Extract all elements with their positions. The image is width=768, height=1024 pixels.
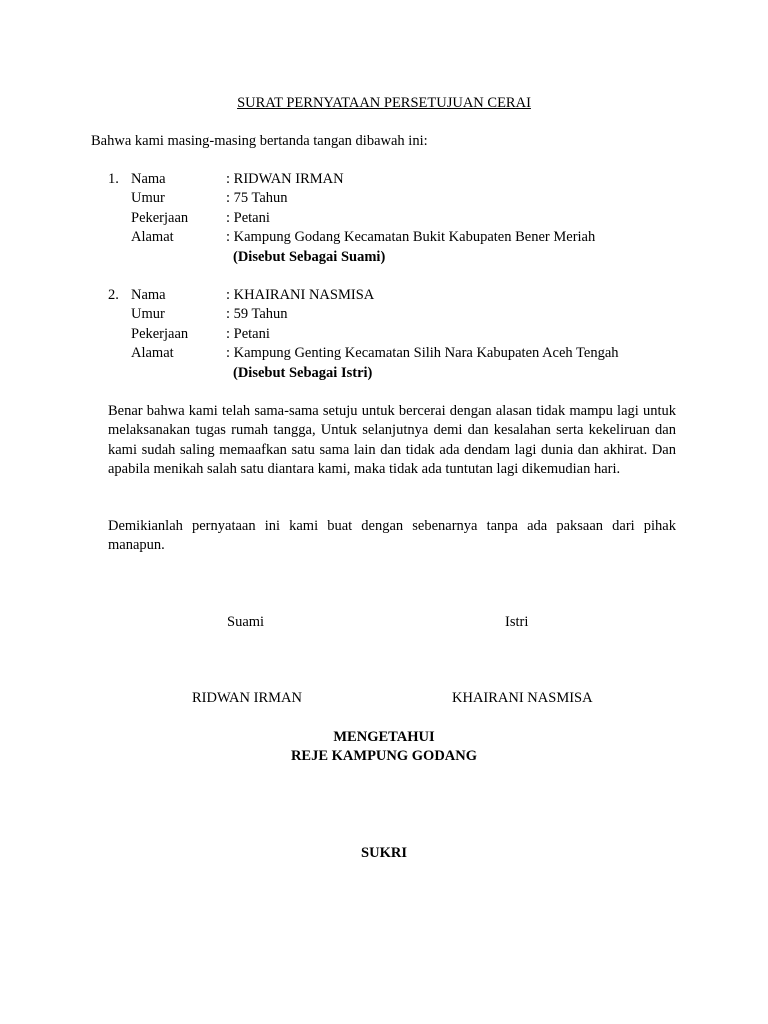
field-label: Nama [131,287,166,303]
party-1-row-umur [108,189,708,208]
witness-name: SUKRI [361,845,407,861]
signature-name-istri: KHAIRANI NASMISA [452,690,593,706]
field-value: : Petani [226,325,270,342]
field-label: Alamat [131,229,174,246]
signature-label-suami: Suami [227,614,265,630]
party-1-block [108,170,708,267]
field-value: : Kampung Godang Kecamatan Bukit Kabupaten Bener Meriah [226,229,596,246]
agreement-paragraph: Benar bahwa kami telah sama-sama setuju untuk bercerai dengan alasan tidak mampu lagi untuk melaksanakan tugas rumah tangga, Untuk selanjutnya demi dan kesalahan serta kekeliruan dan kami sudah saling memaafkan satu sama lain dan tidak ada dendam lagi dunia dan akhirat. Dan apabila menikah salah satu diantara kami, maka tidak ada tuntutan lagi dikemudian hari. [108,403,676,478]
party-1-designation: (Disebut Sebagai Suami) [233,248,386,265]
field-label: Umur [131,190,165,207]
party-2-row-alamat [108,344,708,363]
witness-office: REJE KAMPUNG GODANG [290,748,478,764]
field-value: : 75 Tahun [226,190,288,207]
field-label: Nama [131,171,166,187]
field-value: : KHAIRANI NASMISA [226,287,375,303]
party-2-number: 2. [108,287,119,303]
party-2-row-designation [108,364,708,383]
party-2-row-umur [108,305,708,324]
party-2-row-pekerjaan [108,325,708,344]
field-label: Umur [131,306,165,323]
document-title: SURAT PERNYATAAN PERSETUJUAN CERAI [237,95,531,111]
party-1-row-nama [108,170,708,189]
signature-name-suami: RIDWAN IRMAN [192,690,302,706]
signature-label-istri: Istri [505,614,529,630]
party-2-block [108,286,708,383]
intro-text: Bahwa kami masing-masing bertanda tangan dibawah ini: [91,133,428,149]
party-1-number: 1. [108,171,119,187]
closing-paragraph: Demikianlah pernyataan ini kami buat dengan sebenarnya tanpa ada paksaan dari pihak manapun. [108,518,676,554]
party-1-row-pekerjaan [108,209,708,228]
field-value: : Petani [226,209,270,226]
field-label: Pekerjaan [131,209,189,226]
field-value: : 59 Tahun [226,306,288,323]
party-2-row-nama [108,286,708,305]
field-label: Alamat [131,345,174,362]
party-1-row-alamat [108,228,708,247]
party-2-designation: (Disebut Sebagai Istri) [233,364,373,381]
party-1-row-designation [108,248,708,267]
witness-heading: MENGETAHUI [333,729,435,745]
field-value: : Kampung Genting Kecamatan Silih Nara Kabupaten Aceh Tengah [226,345,619,362]
field-value: : RIDWAN IRMAN [226,171,344,187]
field-label: Pekerjaan [131,325,189,342]
